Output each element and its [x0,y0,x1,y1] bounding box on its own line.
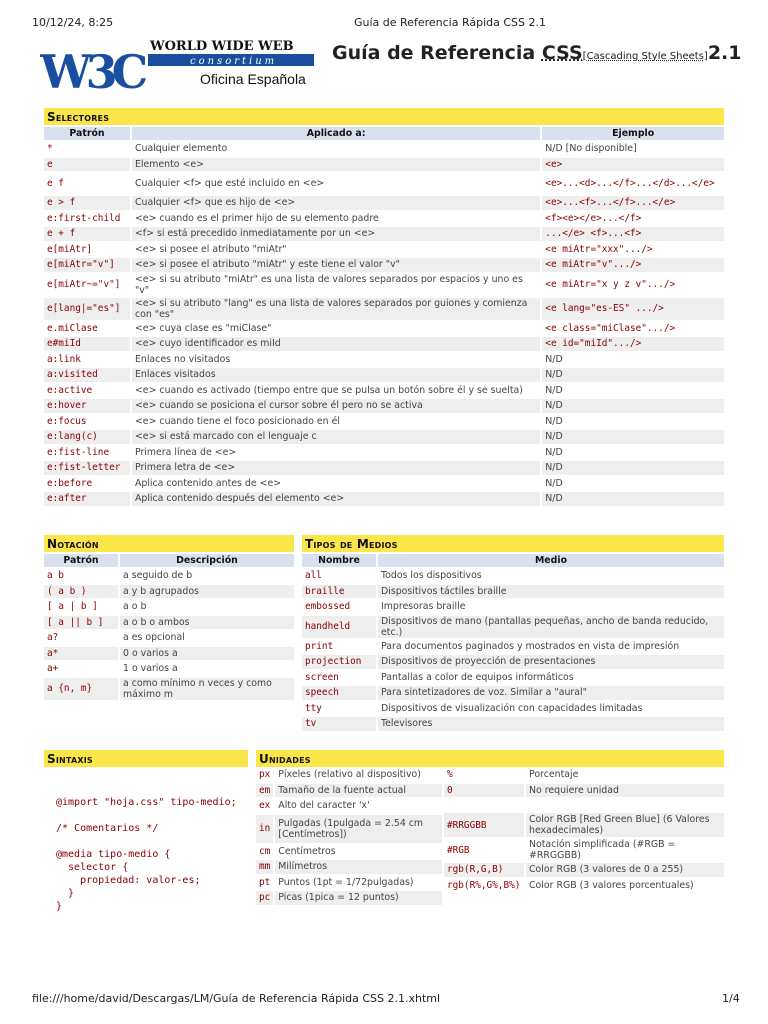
table-cell: e:fist-line [47,446,110,458]
table-cell: Dispositivos de mano (pantallas pequeñas, ancho de banda reducido, etc.) [378,616,724,638]
table-row [444,879,724,893]
table-cell [444,799,524,811]
table-cell: Impresoras braille [381,601,466,613]
table-cell: N/D [545,353,563,365]
table-cell: e f [47,178,64,189]
table-cell: <e> cuando se posiciona el cursor sobre él pero no se activa [132,399,540,413]
table-cell: all [305,570,322,582]
table-row [302,686,724,700]
table-cell: <e> si su atributo "lang" es una lista de valores separados por guiones y comienza con "es" [132,298,540,320]
table-row [44,585,294,599]
table-cell: e:fist-letter [44,461,130,475]
table-row [44,353,724,367]
table-cell: cm [259,845,271,857]
table-cell: e + f [44,227,130,241]
title-expansion: [Cascading Style Sheets] [582,51,708,62]
table-cell: <e> cuando tiene el foco posicionado en él [134,415,340,427]
table-row [444,799,724,811]
table-cell: ex [259,800,271,812]
table-cell: e:lang(c) [44,430,130,444]
table-cell: <e> cuya clase es "miClase" [134,322,272,334]
table-row [44,173,724,194]
table-cell: embossed [305,601,351,613]
table-row [256,784,442,798]
table-row [44,616,294,630]
table-cell: <e miAtr="v".../> [542,258,724,272]
table-cell [526,799,724,811]
table-cell: <e> si posee el atributo "miAtr" [134,243,287,255]
table-row [44,158,724,172]
table-cell: projection [302,655,376,669]
table-row [44,647,294,661]
table-cell: a {n, m} [44,678,118,700]
table-cell: N/D [545,415,563,427]
table-cell: Enlaces no visitados [134,353,231,365]
table-row [44,678,294,700]
table-row [256,860,442,874]
table-row [302,702,724,716]
page-heading [332,42,742,64]
section-selectores: Selectores [44,108,724,125]
table-cell: e[miAtr="v"] [44,258,130,272]
col-ejemplo: Ejemplo [542,127,724,140]
table-cell: Picas (1pica = 12 puntos) [275,891,442,905]
table-cell: a:link [47,353,81,365]
table-cell: N/D [542,492,724,506]
table-row [44,662,294,676]
table-cell: * [47,143,53,155]
table-cell: handheld [302,616,376,638]
table-cell: 0 [444,784,524,798]
table-cell: [ a || b ] [44,616,118,630]
table-row [44,322,724,336]
table-cell: Enlaces visitados [132,368,540,382]
table-row [44,227,724,241]
table-cell: rgb(R%,G%,B%) [447,879,521,891]
table-cell: screen [305,671,339,683]
table-row [44,337,724,351]
table-cell: e > f [44,196,130,210]
table-cell: <e> cuyo identificador es miId [132,337,540,351]
table-cell: e [44,158,130,172]
table-row [44,446,724,460]
svg-text:Oficina Española: Oficina Española [200,71,306,87]
section-sintaxis: Sintaxis [44,750,248,767]
table-cell: a+ [47,663,59,675]
table-cell: ...</e> <f>...<f> [542,227,724,241]
table-cell: <e> cuando es activado (tiempo entre que se pulsa un botón sobre él y se suelta) [134,384,523,396]
table-cell: <e class="miClase".../> [545,322,676,334]
table-row [44,384,724,398]
table-cell: e:active [47,384,93,396]
medios-table [300,552,726,733]
svg-text:W3C: W3C [40,45,143,96]
table-cell: N/D [542,368,724,382]
table-cell: a y b agrupados [120,585,294,599]
table-cell: Aplica contenido antes de <e> [134,477,282,489]
table-cell: <e miAtr="xxx".../> [545,243,653,255]
table-row [256,845,442,859]
table-row [44,368,724,382]
table-row [444,863,724,877]
table-cell: em [256,784,273,798]
table-row [44,569,294,583]
table-row [302,616,724,638]
table-row [444,768,724,782]
table-row [302,585,724,599]
table-row [256,815,442,843]
table-cell: e:focus [47,415,87,427]
table-cell: pt [259,876,271,888]
w3c-logo[interactable] [40,40,320,96]
table-cell: <f> si está precedido inmediatamente por un <e> [132,227,540,241]
table-cell: Tamaño de la fuente actual [275,784,442,798]
print-datetime: 10/12/24, 8:25 [32,16,114,29]
unidades-left-table [254,766,444,907]
col-nombre: Nombre [302,554,376,567]
table-cell: <e> si su atributo "miAtr" es una lista de valores separados por espacios y uno es "v" [134,273,523,296]
table-row [44,274,724,296]
table-cell: Alto del caracter 'x' [278,800,370,812]
table-cell: e#miId [44,337,130,351]
table-cell: N/D [545,477,563,489]
table-cell: e[miAtr] [47,243,93,255]
table-cell: a seguido de b [123,570,193,582]
col-patron: Patrón [44,127,130,140]
table-row [44,258,724,272]
table-row [302,600,724,614]
table-cell: Centímetros [278,845,336,857]
table-row [44,415,724,429]
table-cell: a:visited [44,368,130,382]
table-cell: N/D [542,399,724,413]
table-cell: a es opcional [123,632,185,644]
selectores-table [42,125,726,508]
table-cell: Notación simplificada (#RGB = #RRGGBB) [529,839,676,861]
section-medios: Tipos de Medios [302,535,724,552]
table-row [302,717,724,731]
table-cell: a? [47,632,59,644]
table-cell: e[lang|="es"] [44,298,130,320]
table-cell: Cualquier <f> que esté incluido en <e> [134,178,325,189]
table-cell: Puntos (1pt = 1/72pulgadas) [278,876,414,888]
table-cell: Elemento <e> [132,158,540,172]
table-row [302,671,724,685]
table-cell: <e> si está marcado con el lenguaje c [132,430,540,444]
section-unidades: Unidades [256,750,724,767]
table-cell: Píxeles (relativo al dispositivo) [278,769,421,781]
table-cell: Color RGB (3 valores de 0 a 255) [526,863,724,877]
table-cell: Cualquier elemento [134,143,228,155]
table-cell: No requiere unidad [526,784,724,798]
table-row [44,142,724,156]
title-css-abbr: CSS [541,42,583,64]
table-row [44,631,294,645]
table-row [444,839,724,861]
col-patron: Patrón [44,554,118,567]
table-cell: a b [47,570,64,582]
table-cell: a o b [123,601,147,613]
table-cell: Dispositivos de visualización con capacidades limitadas [381,702,643,714]
table-cell: <e>...<d>...</f>...</d>...</e> [545,178,715,189]
table-row [44,430,724,444]
table-cell: in [256,815,273,843]
table-cell: <e>...<f>...</f>...</e> [542,196,724,210]
table-row [256,768,442,782]
table-cell: mm [256,860,273,874]
title-main: Guía de Referencia [332,42,536,64]
unidades-right-table [442,766,726,894]
table-cell: Para documentos paginados y mostrados en vista de impresión [381,640,680,652]
table-row [44,492,724,506]
table-cell: N/D [542,430,724,444]
svg-text:WORLD WIDE WEB: WORLD WIDE WEB [150,40,294,54]
table-cell: Televisores [378,717,724,731]
table-row [44,298,724,320]
col-medio: Medio [378,554,724,567]
section-notacion: Notación [44,535,294,552]
table-cell: Dispositivos de proyección de presentaciones [378,655,724,669]
table-cell: Dispositivos táctiles braille [378,585,724,599]
table-cell: tv [302,717,376,731]
table-cell: Milímetros [275,860,442,874]
table-cell: <e> [542,158,724,172]
table-cell: Para sintetizadores de voz. Similar a "aural" [378,686,724,700]
table-row [44,243,724,257]
table-cell: speech [302,686,376,700]
table-row [44,399,724,413]
table-row [302,655,724,669]
table-cell: print [305,640,334,652]
table-cell: Aplica contenido después del elemento <e> [132,492,540,506]
table-row [256,876,442,890]
table-cell: Porcentaje [529,769,579,781]
table-cell: <e lang="es-ES" .../> [542,298,724,320]
table-cell: N/D [542,461,724,475]
col-descripcion: Descripción [120,554,294,567]
print-file-path: file:///home/david/Descargas/LM/Guía de Referencia Rápida CSS 2.1.xhtml [32,992,441,1005]
table-cell: Todos los dispositivos [381,570,482,582]
table-cell: 1 o varios a [123,663,178,675]
table-cell: e:before [47,477,93,489]
table-row [44,212,724,226]
table-row [44,600,294,614]
table-cell: % [447,769,453,781]
title-version: 2.1 [707,42,742,64]
table-cell: Color RGB (3 valores porcentuales) [529,879,694,891]
table-cell: e:after [44,492,130,506]
syntax-code: @import "hoja.css" tipo-medio; /* Comentarios */ @media tipo-medio { selector { propiedad: valor-es; } } [56,797,237,912]
table-row [444,813,724,837]
table-cell: Cualquier <f> que es hijo de <e> [132,196,540,210]
table-cell: e[miAtr~="v"] [47,279,121,290]
table-cell: <e> si posee el atributo "miAtr" y este tiene el valor "v" [132,258,540,272]
table-cell: Pantallas a color de equipos informáticos [381,671,574,683]
print-page-title: Guía de Referencia Rápida CSS 2.1 [354,16,546,29]
svg-text:consortium: consortium [190,56,278,67]
table-cell: tty [305,702,322,714]
table-row [44,461,724,475]
table-cell: Pulgadas (1pulgada = 2.54 cm [Centímetros]) [275,815,442,843]
table-cell: braille [302,585,376,599]
table-row [256,891,442,905]
table-cell: <e id="miId".../> [542,337,724,351]
table-cell: Primera línea de <e> [134,446,237,458]
table-cell: #RGB [447,844,470,856]
table-cell: px [259,769,271,781]
table-cell: e.miClase [47,322,98,334]
table-row [444,784,724,798]
table-cell: rgb(R,G,B) [444,863,524,877]
table-cell: Primera letra de <e> [132,461,540,475]
table-row [302,640,724,654]
table-cell: 0 o varios a [120,647,294,661]
table-cell: #RRGGBB [444,813,524,837]
col-aplicado: Aplicado a: [132,127,540,140]
table-row [302,569,724,583]
table-cell: a* [44,647,118,661]
table-cell: N/D [545,446,563,458]
table-cell: N/D [545,384,563,396]
table-cell: Color RGB [Red Green Blue] (6 Valores hexadecimales) [526,813,724,837]
table-cell: ( a b ) [44,585,118,599]
notacion-table [42,552,296,702]
table-cell: N/D [No disponible] [545,143,637,155]
table-row [256,799,442,813]
table-row [44,196,724,210]
table-cell: <f><e></e>...</f> [545,212,642,224]
table-cell: pc [256,891,273,905]
table-cell: a como mínimo n veces y como máximo m [120,678,294,700]
table-row [44,477,724,491]
table-cell: <e miAtr="x y z v".../> [545,279,676,290]
table-cell: <e> cuando es el primer hijo de su elemento padre [134,212,379,224]
table-cell: e:hover [44,399,130,413]
table-cell: a o b o ambos [120,616,294,630]
table-cell: e:first-child [47,212,121,224]
print-page-number: 1/4 [722,992,740,1005]
table-cell: [ a | b ] [47,601,98,613]
